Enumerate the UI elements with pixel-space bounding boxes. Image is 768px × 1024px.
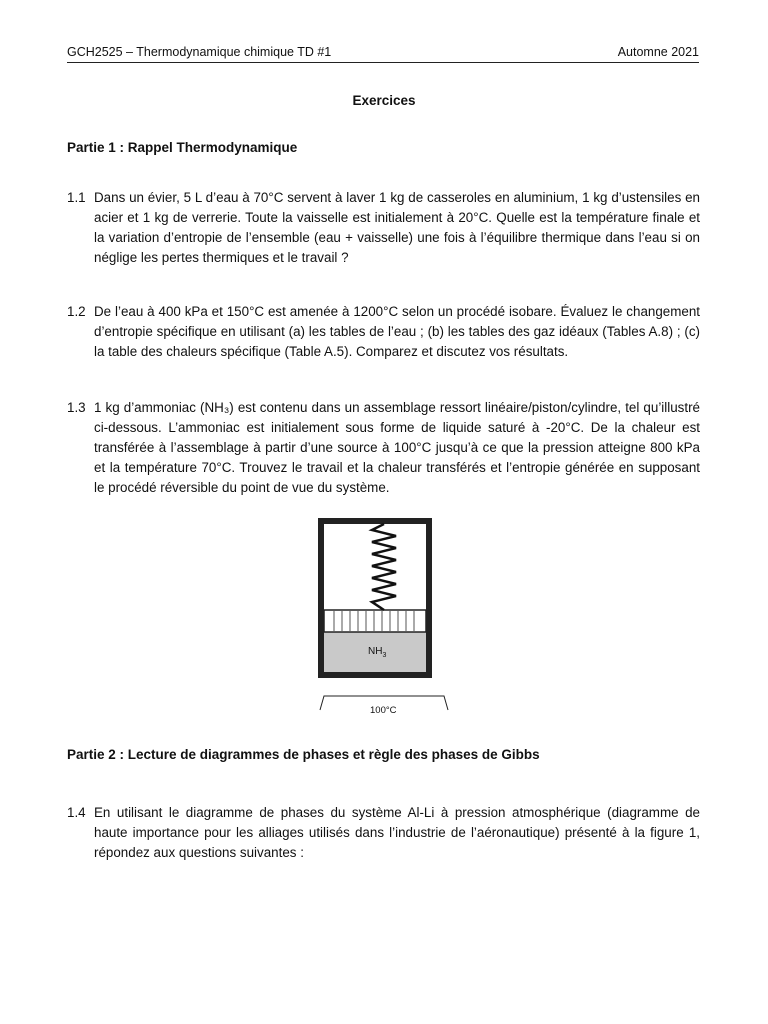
part2-title: Partie 2 : Lecture de diagrammes de phases et règle des phases de Gibbs	[67, 747, 540, 762]
fluid-label: $NH_3$	[368, 646, 387, 659]
piston	[324, 610, 426, 632]
page-title: Exercices	[352, 93, 416, 108]
exercise-number: 1.1	[67, 190, 86, 205]
cylinder-wall-left	[318, 518, 324, 678]
exercise-text: 1 kg d’ammoniac (NH₃) est contenu dans un assemblage ressort linéaire/piston/cylindre, tel qu’illustré ci-dessous. L’ammoniac est initialement sous forme de liquide saturé à -20°C. De la chaleur est transférée à l’assemblage à partir d’une source à 100°C jusqu’à ce que la pression atteigne 800 kPa et la température 70°C. Trouvez le travail et la chaleur transférés et l’entropie générée en supposant le procédé réversible du point de vue du système.	[94, 400, 700, 495]
part1-title: Partie 1 : Rappel Thermodynamique	[67, 140, 298, 155]
source-temperature: 100°C	[370, 705, 397, 716]
cylinder-wall-right	[426, 518, 432, 678]
exercise-1-2	[67, 302, 700, 362]
spring	[372, 524, 396, 610]
exercise-1-3	[67, 398, 700, 498]
exercise-text: De l’eau à 400 kPa et 150°C est amenée à 1200°C selon un procédé isobare. Évaluez le changement d’entropie spécifique en utilisant (a) les tables de l’eau ; (b) les tables des gaz idéaux (Tables A.8) ; (c) la table des chaleurs spécifique (Table A.5). Comparez et discutez vos résultats.	[94, 304, 700, 359]
page-header	[67, 45, 699, 63]
cylinder-top	[318, 518, 432, 524]
piston-cylinder-figure	[310, 518, 460, 718]
header-term: Automne 2021	[617, 45, 699, 59]
exercise-1-4	[67, 803, 700, 863]
exercise-number: 1.4	[67, 805, 86, 820]
cylinder-bottom	[318, 672, 432, 678]
exercise-text: Dans un évier, 5 L d’eau à 70°C servent à laver 1 kg de casseroles en aluminium, 1 kg d’ustensiles en acier et 1 kg de verrerie. Toute la vaisselle est initialement à 20°C. Quelle est la température finale et la variation d’entropie de l’ensemble (eau + vaisselle) une fois à l’équilibre thermique dans l’eau si on néglige les pertes thermiques et le travail ?	[94, 190, 700, 265]
exercise-1-1	[67, 188, 700, 268]
exercise-number: 1.2	[67, 304, 86, 319]
header-course: GCH2525 – Thermodynamique chimique TD #1	[67, 45, 332, 59]
exercise-number: 1.3	[67, 400, 86, 415]
exercise-text: En utilisant le diagramme de phases du système Al-Li à pression atmosphérique (diagramme de haute importance pour les alliages utilisés dans l’industrie de l’aéronautique) présenté à la figure 1, répondez aux questions suivantes :	[94, 805, 700, 860]
